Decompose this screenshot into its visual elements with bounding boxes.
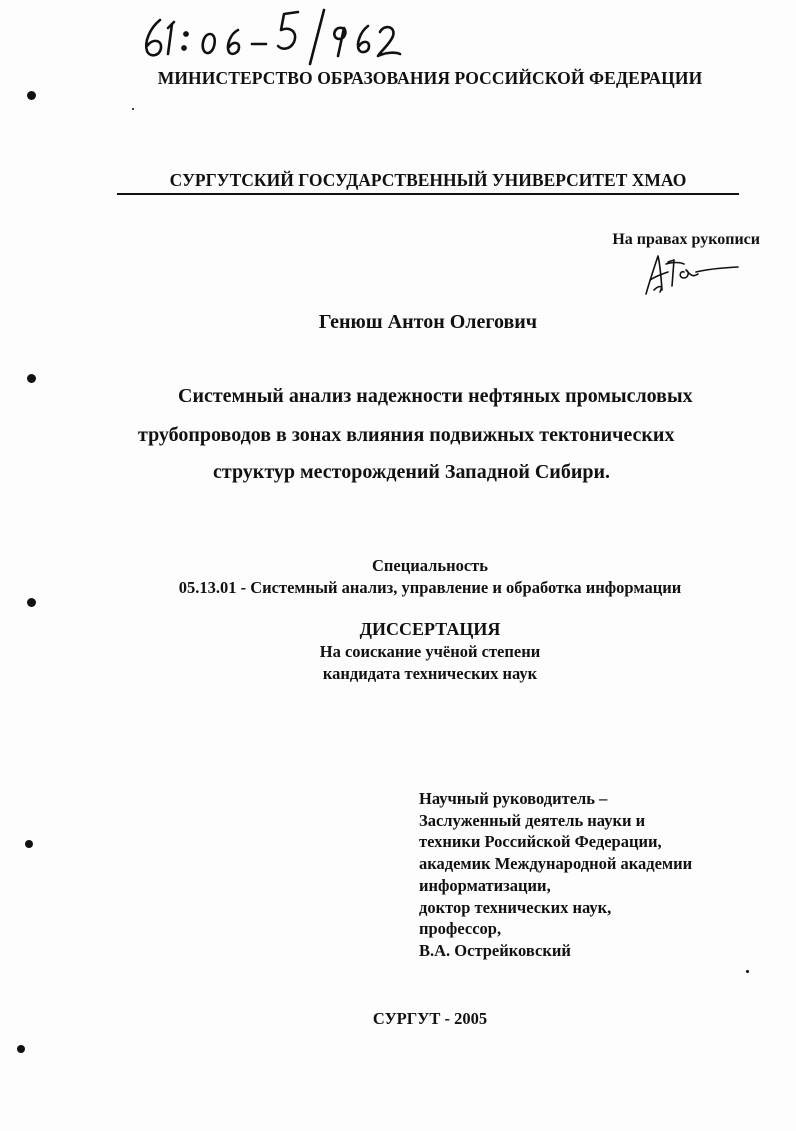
advisor-line: Научный руководитель – [419,789,608,808]
dissertation-title-line-2: трубопроводов в зонах влияния подвижных тектонических [138,424,675,446]
binder-hole-mark [27,374,36,383]
binder-hole-mark [27,598,36,607]
heading-divider [117,193,739,195]
rights-notice: На правах рукописи [612,231,760,248]
advisor-line: академик Международной академии [419,854,693,874]
handwritten-archive-code [138,6,438,66]
advisor-line: профессор, [419,919,502,939]
binder-hole-mark [27,91,36,100]
ministry-heading: МИНИСТЕРСТВО ОБРАЗОВАНИЯ РОССИЙСКОЙ ФЕДЕРАЦИИ [157,68,703,88]
degree-line-2: кандидата технических наук [322,664,538,683]
binder-hole-mark [25,840,33,848]
city-and-year: СУРГУТ - 2005 [372,1009,488,1028]
advisor-line: информатизации, [419,875,551,895]
advisor-name: В.А. Острейковский [419,940,571,960]
degree-line-1: На соискание учёной степени [319,642,541,661]
author-name: Генюш Антон Олегович [318,311,538,333]
specialty-label: Специальность [371,556,489,575]
university-heading: СУРГУТСКИЙ ГОСУДАРСТВЕННЫЙ УНИВЕРСИТЕТ ХМАО [169,170,687,190]
advisor-line: доктор технических наук, [419,897,612,917]
author-signature [640,250,740,300]
scan-speck [746,970,749,973]
binder-hole-mark [17,1045,25,1053]
dissertation-title-line-1: Системный анализ надежности нефтяных промысловых [178,385,693,407]
dissertation-title-line-3: структур месторождений Западной Сибири. [213,461,611,483]
scientific-advisor-block [419,788,759,962]
advisor-line: техники Российской Федерации, [419,832,662,852]
advisor-line: Заслуженный деятель науки и [419,810,646,830]
scan-speck [132,108,134,110]
specialty-value: 05.13.01 - Системный анализ, управление и обработка информации [178,578,682,597]
dissertation-type-heading: ДИССЕРТАЦИЯ [359,619,501,639]
